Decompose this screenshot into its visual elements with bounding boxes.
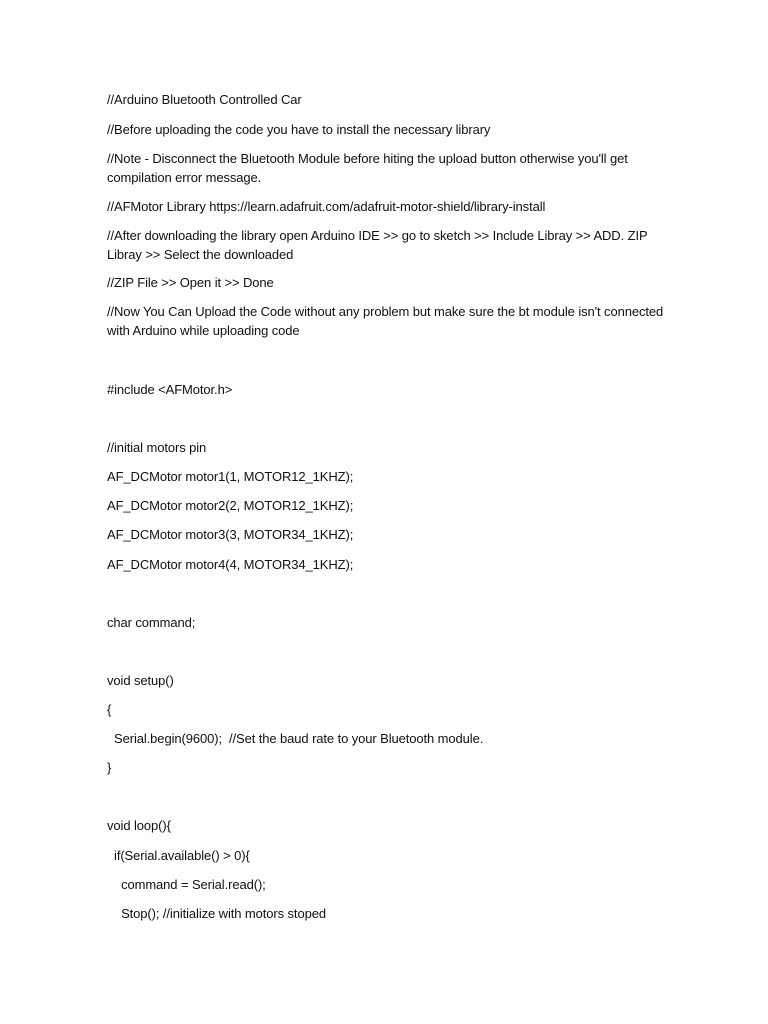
code-motor3: AF_DCMotor motor3(3, MOTOR34_1KHZ); [107, 527, 354, 542]
code-setup-open-brace: { [107, 702, 112, 717]
code-motor1: AF_DCMotor motor1(1, MOTOR12_1KHZ); [107, 469, 354, 484]
code-stop-call: Stop(); //initialize with motors stoped [107, 906, 326, 921]
code-comment-install-steps: //After downloading the library open Arduino IDE >> go to sketch >> Include Libray >> ADD. ZIP Libray >> Select the downloaded [107, 228, 651, 262]
code-motor4: AF_DCMotor motor4(4, MOTOR34_1KHZ); [107, 557, 354, 572]
code-comment-upload-note: //Now You Can Upload the Code without any problem but make sure the bt module isn't connected with Arduino while uploading code [107, 304, 667, 338]
code-loop-signature: void loop(){ [107, 818, 171, 833]
code-comment-afmotor-library: //AFMotor Library https://learn.adafruit.com/adafruit-motor-shield/library-install [107, 199, 546, 214]
code-char-command: char command; [107, 615, 196, 630]
code-command-read: command = Serial.read(); [107, 877, 266, 892]
code-include: #include <AFMotor.h> [107, 382, 233, 397]
code-comment-library-note: //Before uploading the code you have to install the necessary library [107, 122, 491, 137]
code-comment-motors: //initial motors pin [107, 440, 207, 455]
code-comment-title: //Arduino Bluetooth Controlled Car [107, 92, 302, 107]
code-serial-begin: Serial.begin(9600); //Set the baud rate to your Bluetooth module. [107, 731, 484, 746]
code-comment-disconnect-note: //Note - Disconnect the Bluetooth Module before hiting the upload button otherwise you'll get compilation error message. [107, 151, 632, 185]
code-setup-signature: void setup() [107, 673, 174, 688]
code-if-available: if(Serial.available() > 0){ [107, 848, 250, 863]
code-setup-close-brace: } [107, 760, 112, 775]
code-motor2: AF_DCMotor motor2(2, MOTOR12_1KHZ); [107, 498, 354, 513]
code-comment-zip-steps: //ZIP File >> Open it >> Done [107, 275, 274, 290]
